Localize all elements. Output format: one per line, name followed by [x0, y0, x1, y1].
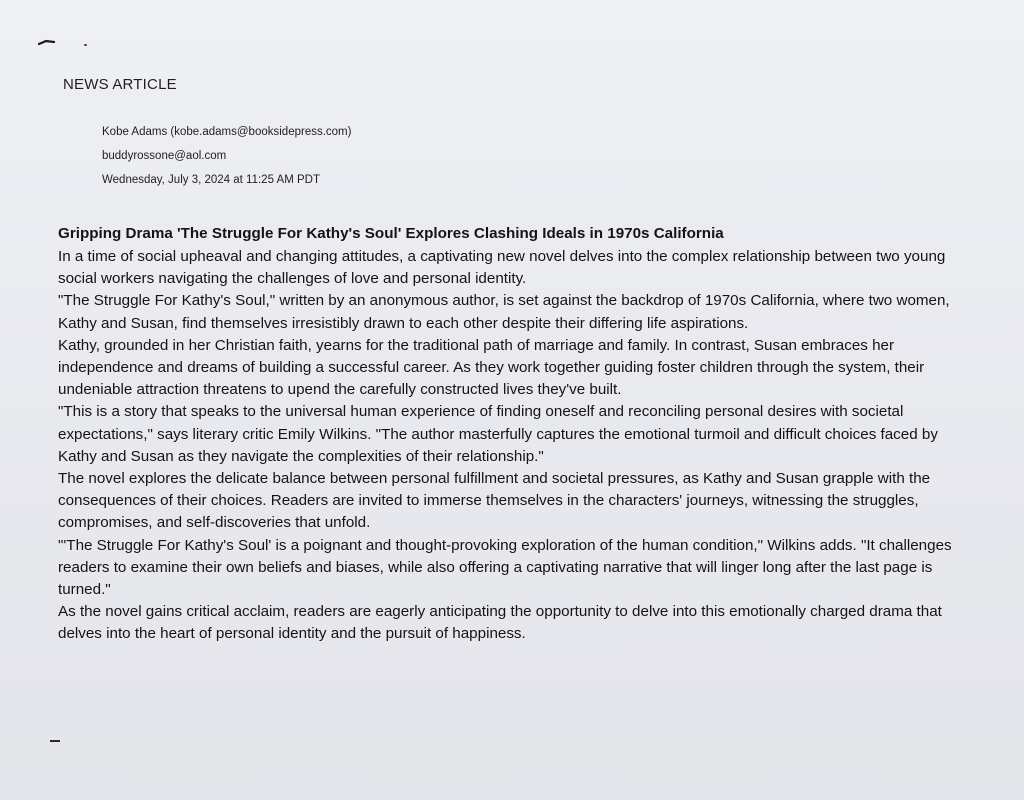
scribble-icon	[38, 38, 58, 46]
paragraph: The novel explores the delicate balance between personal fulfillment and societal pressures, as Kathy and Susan grapple with the consequences of their choices. Readers are invited to immerse themselves in the characters' journeys, witnessing the struggles, compromises, and self-discoveries that unfold.	[58, 470, 931, 532]
recipient: buddyrossone@aol.com	[102, 150, 227, 162]
email-meta	[102, 120, 351, 192]
article-headline: Gripping Drama 'The Struggle For Kathy's Soul' Explores Clashing Ideals in 1970s California	[58, 225, 724, 242]
article-body	[58, 222, 978, 646]
stray-mark-top	[38, 38, 54, 44]
paragraph: "'The Struggle For Kathy's Soul' is a poignant and thought-provoking exploration of the human condition," Wilkins adds. "It challenges readers to examine their own beliefs and biases, while also offering a captivating narrative that will linger long after the last page is turned."	[58, 536, 952, 599]
sender: Kobe Adams (kobe.adams@booksidepress.com)	[102, 126, 352, 138]
paragraph: "The Struggle For Kathy's Soul," written by an anonymous author, is set against the backdrop of 1970s California, where two women, Kathy and Susan, find themselves irresistibly drawn to each other despite their differing life aspirations.	[58, 292, 950, 332]
paragraph: In a time of social upheaval and changing attitudes, a captivating new novel delves into the complex relationship between two young social workers navigating the challenges of love and personal identity.	[58, 248, 946, 288]
stray-mark-bottom	[50, 740, 60, 742]
document-label: NEWS ARTICLE	[63, 76, 177, 93]
sent-date: Wednesday, July 3, 2024 at 11:25 AM PDT	[102, 174, 320, 186]
paragraph: Kathy, grounded in her Christian faith, yearns for the traditional path of marriage and family. In contrast, Susan embraces her independence and dreams of building a successful career. As they work together guiding foster children through the system, their undeniable attraction threatens to upend the carefully constructed lives they've built.	[58, 336, 925, 399]
paragraph: "This is a story that speaks to the universal human experience of finding oneself and reconciling personal desires with societal expectations," says literary critic Emily Wilkins. "The author masterfully captures the emotional turmoil and difficult choices faced by Kathy and Susan as they navigate the complexities of their relationship."	[58, 403, 938, 465]
paragraph: As the novel gains critical acclaim, readers are eagerly anticipating the opportunity to delve into this emotionally charged drama that delves into the heart of personal identity and the pursuit of happiness.	[58, 603, 942, 643]
